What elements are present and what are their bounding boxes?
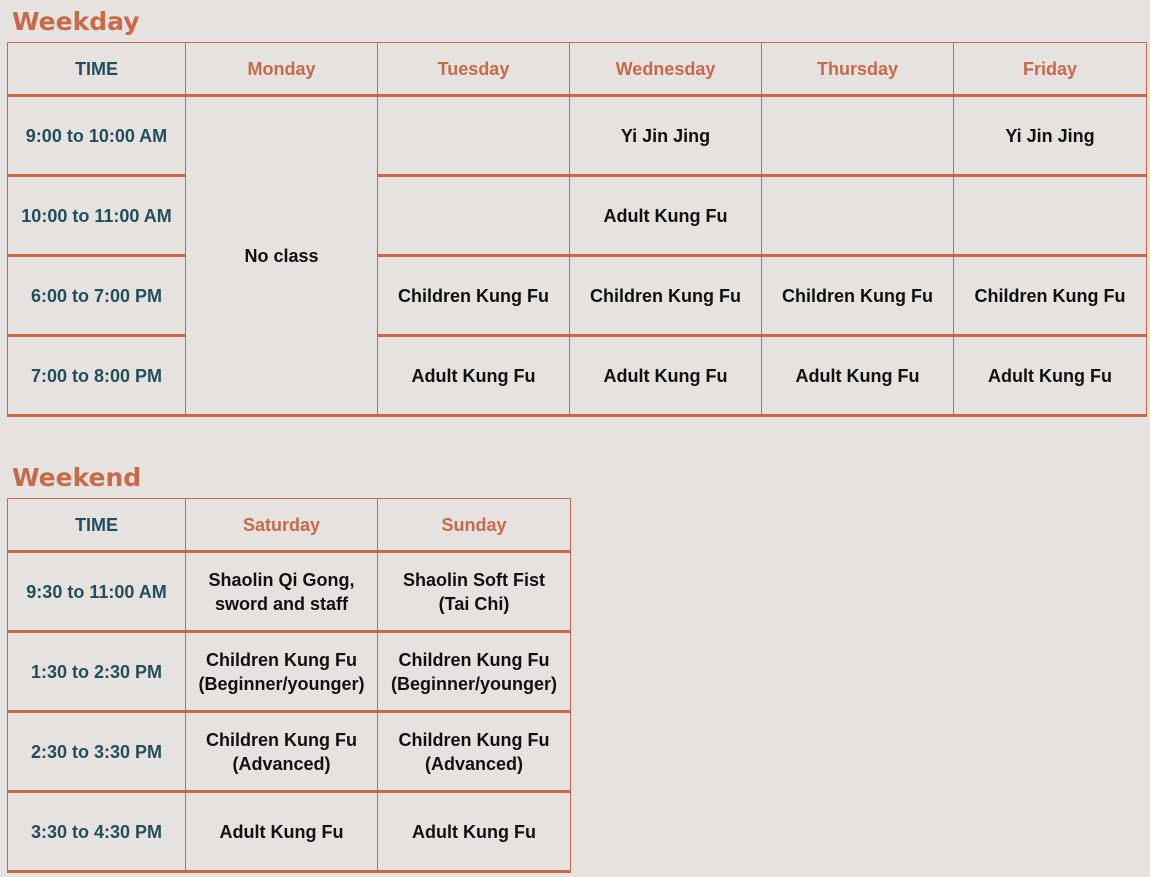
weekend-saturday-cell <box>186 552 378 632</box>
weekday-thursday-cell: Adult Kung Fu <box>762 336 954 416</box>
weekday-thursday-cell <box>762 176 954 256</box>
weekday-time-cell: 7:00 to 8:00 PM <box>8 336 186 416</box>
class-line: sword and staff <box>214 593 348 614</box>
weekday-time-cell: 9:00 to 10:00 AM <box>8 96 186 176</box>
class-line: Adult Kung Fu <box>219 821 344 842</box>
weekday-wednesday-cell: Adult Kung Fu <box>570 176 762 256</box>
table-row <box>8 256 1147 336</box>
weekday-header-tuesday: Tuesday <box>378 43 570 96</box>
class-line: Children Kung Fu <box>206 729 357 750</box>
weekend-header-time: TIME <box>8 499 186 552</box>
weekday-thursday-cell: Children Kung Fu <box>762 256 954 336</box>
weekend-saturday-cell <box>186 632 378 712</box>
class-line: Adult Kung Fu <box>412 821 536 842</box>
weekday-header-friday: Friday <box>954 43 1147 96</box>
class-line: (Beginner/younger) <box>390 673 557 694</box>
weekend-time-cell: 1:30 to 2:30 PM <box>8 632 186 712</box>
weekend-sunday-cell <box>378 632 571 712</box>
weekday-tuesday-cell <box>378 96 570 176</box>
class-line: (Tai Chi) <box>438 593 510 614</box>
weekday-tuesday-cell <box>378 176 570 256</box>
weekend-section-title: Weekend <box>12 463 142 492</box>
weekday-schedule-table <box>7 42 1147 417</box>
weekday-time-cell: 10:00 to 11:00 AM <box>8 176 186 256</box>
table-row <box>8 632 571 712</box>
weekday-tuesday-cell: Children Kung Fu <box>378 256 570 336</box>
table-row <box>8 552 571 632</box>
weekend-sunday-cell <box>378 712 571 792</box>
weekday-header-monday: Monday <box>186 43 378 96</box>
weekend-header-saturday: Saturday <box>186 499 378 552</box>
class-line: (Advanced) <box>424 753 523 774</box>
table-row <box>8 792 571 872</box>
class-line: Children Kung Fu <box>398 649 550 670</box>
weekday-time-cell: 6:00 to 7:00 PM <box>8 256 186 336</box>
weekday-section-title: Weekday <box>12 7 140 36</box>
table-row <box>8 176 1147 256</box>
weekday-wednesday-cell: Children Kung Fu <box>570 256 762 336</box>
table-row <box>8 712 571 792</box>
class-line: Children Kung Fu <box>398 729 550 750</box>
weekend-sunday-cell <box>378 792 571 872</box>
class-line: Shaolin Qi Gong, <box>208 569 355 590</box>
weekend-time-cell: 2:30 to 3:30 PM <box>8 712 186 792</box>
weekend-sunday-cell <box>378 552 571 632</box>
class-line: (Advanced) <box>232 753 331 774</box>
weekday-header-row <box>8 43 1147 96</box>
class-line: Shaolin Soft Fist <box>403 569 545 590</box>
weekday-monday-no-class-cell: No class <box>186 96 378 416</box>
weekend-saturday-cell <box>186 792 378 872</box>
weekday-friday-cell: Adult Kung Fu <box>954 336 1147 416</box>
weekday-wednesday-cell: Adult Kung Fu <box>570 336 762 416</box>
weekend-saturday-cell <box>186 712 378 792</box>
weekday-thursday-cell <box>762 96 954 176</box>
weekend-header-sunday: Sunday <box>378 499 571 552</box>
weekday-friday-cell: Children Kung Fu <box>954 256 1147 336</box>
class-line: Children Kung Fu <box>206 649 357 670</box>
weekend-time-cell: 3:30 to 4:30 PM <box>8 792 186 872</box>
class-line: (Beginner/younger) <box>198 673 365 694</box>
weekday-header-wednesday: Wednesday <box>570 43 762 96</box>
weekend-time-cell: 9:30 to 11:00 AM <box>8 552 186 632</box>
weekday-header-thursday: Thursday <box>762 43 954 96</box>
weekday-friday-cell <box>954 176 1147 256</box>
weekday-friday-cell: Yi Jin Jing <box>954 96 1147 176</box>
weekend-schedule-table <box>7 498 571 873</box>
weekday-wednesday-cell: Yi Jin Jing <box>570 96 762 176</box>
table-row <box>8 336 1147 416</box>
table-row <box>8 96 1147 176</box>
weekday-header-time: TIME <box>8 43 186 96</box>
weekday-tuesday-cell: Adult Kung Fu <box>378 336 570 416</box>
weekend-header-row <box>8 499 571 552</box>
